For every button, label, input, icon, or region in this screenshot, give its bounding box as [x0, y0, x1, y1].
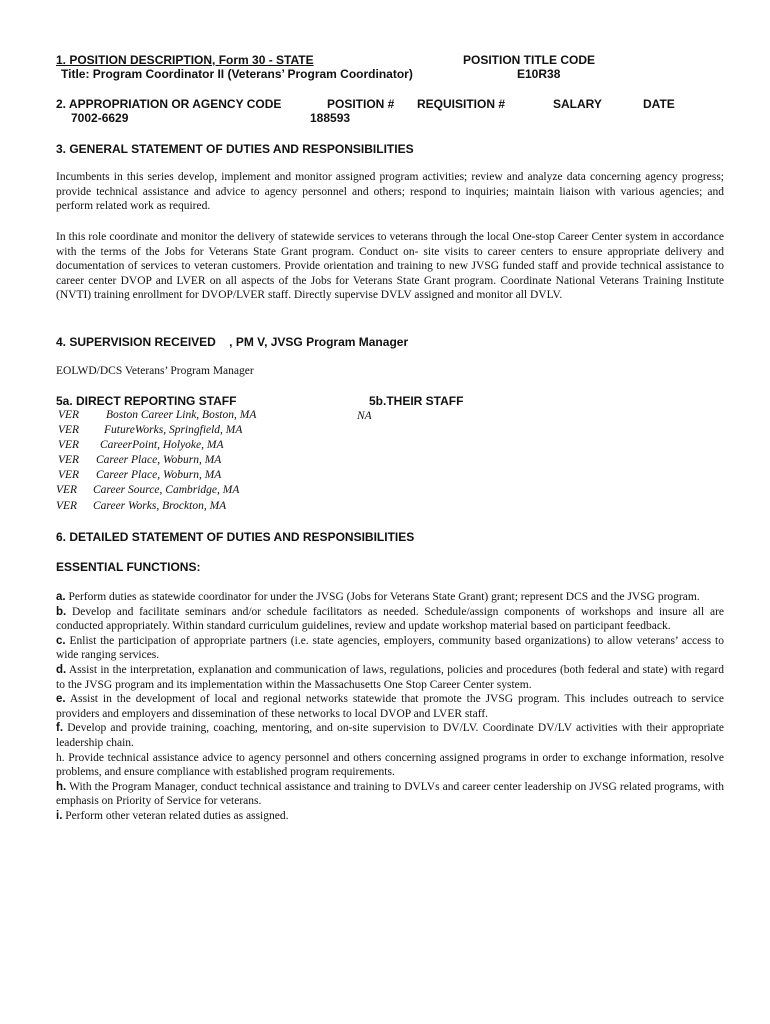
function-letter: d. — [56, 663, 67, 676]
staff-code: VER — [58, 439, 80, 451]
section5a-heading: 5a. DIRECT REPORTING STAFF — [56, 394, 237, 408]
function-text: With the Program Manager, conduct technical assistance and training to DVLVs and career center leadership on JVSG related programs, with emphasis on Priority of Service for veterans. — [56, 780, 724, 808]
section4-text: EOLWD/DCS Veterans’ Program Manager — [56, 365, 254, 377]
staff-code: VER — [58, 409, 80, 421]
staff-row — [58, 469, 222, 481]
staff-row — [58, 454, 222, 466]
staff-row — [56, 500, 227, 512]
function-item — [56, 605, 724, 634]
function-item — [56, 751, 724, 780]
section3-heading: 3. GENERAL STATEMENT OF DUTIES AND RESPONSIBILITIES — [56, 142, 414, 156]
function-text: Perform duties as statewide coordinator for under the JVSG (Jobs for Veterans State Grant) grant; represent DCS and the JVSG program. — [65, 591, 700, 603]
function-text: h. Provide technical assistance advice to agency personnel and others concerning assigned programs in order to exchange information, resolve problems, and ensure compliance with established program requirements. — [56, 751, 724, 779]
staff-code: VER — [58, 424, 80, 436]
function-item — [56, 634, 724, 663]
staff-location: Career Place, Woburn, MA — [96, 469, 222, 481]
essential-functions-heading: ESSENTIAL FUNCTIONS: — [56, 560, 201, 574]
date-label: DATE — [643, 97, 675, 111]
staff-location: Career Works, Brockton, MA — [93, 500, 227, 512]
staff-location: CareerPoint, Holyoke, MA — [100, 439, 224, 451]
position-title-code-value: E10R38 — [517, 67, 561, 81]
salary-label: SALARY — [553, 97, 602, 111]
function-item — [56, 692, 724, 721]
function-text: Develop and facilitate seminars and/or schedule facilitators as needed. Schedule/assign components of workshops and insure all are conducted appropriately. Within standard curriculum guidelines, review and update workshop material based on participant feedback. — [56, 605, 724, 633]
position-number-value: 188593 — [310, 111, 351, 125]
function-item — [56, 590, 724, 605]
function-item — [56, 780, 724, 809]
position-description-heading: 1. POSITION DESCRIPTION, Form 30 - STATE — [56, 53, 314, 67]
function-item — [56, 721, 724, 750]
staff-row — [58, 409, 257, 421]
position-title-line: Title: Program Coordinator II (Veterans’ Program Coordinator) — [61, 67, 413, 81]
staff-code: VER — [58, 454, 80, 466]
function-text: Perform other veteran related duties as assigned. — [62, 809, 289, 822]
staff-location: Boston Career Link, Boston, MA — [106, 409, 257, 421]
section5b-heading: 5b.THEIR STAFF — [369, 394, 464, 408]
section4-heading: 4. SUPERVISION RECEIVED , PM V, JVSG Program Manager — [56, 335, 409, 349]
position-number-label: POSITION # — [327, 97, 395, 111]
function-letter: f. — [56, 722, 64, 735]
staff-location: Career Place, Woburn, MA — [96, 454, 222, 466]
section3-paragraph-2: In this role coordinate and monitor the delivery of statewide services to veterans through the local One-stop Career Center system in accordance with the terms of the Jobs for Veterans State Grant program. Conduct on- site visits to career centers to ensure appropriate delivery and documentation of services to veteran customers. Provide orientation and training to new JVSG funded staff and provide technical assistance to career center DVOP and LVER on all aspects of the Jobs for Veterans State Grant program. Coordinate National Veterans Training Institute (NVTI) training enrollment for DVOP/LVER staff. Directly supervise DVLV assigned and monitor all DVLV. — [56, 231, 724, 302]
function-letter: e. — [56, 693, 66, 706]
position-title-code-label: POSITION TITLE CODE — [463, 53, 596, 67]
appropriation-value: 7002-6629 — [71, 111, 129, 125]
section6-heading: 6. DETAILED STATEMENT OF DUTIES AND RESPONSIBILITIES — [56, 530, 415, 544]
section5b-value: NA — [357, 410, 372, 422]
function-letter: b. — [56, 605, 67, 618]
requisition-label: REQUISITION # — [417, 97, 506, 111]
function-text: Assist in the interpretation, explanation and communication of laws, regulations, policies and procedures (both federal and state) with regard to the JVSG program and its implementation within the Massachusetts One Stop Career Center system. — [56, 663, 724, 691]
staff-code: VER — [56, 484, 78, 496]
function-text: Assist in the development of local and regional networks statewide that promote the JVSG program. This includes outreach to service providers and employers and dissemination of these networks to local DVOP and LVER staff. — [56, 693, 724, 720]
section3-paragraph-1: Incumbents in this series develop, implement and monitor assigned program activities; review and analyze data concerning agency progress; provide technical assistance and advice to agency personnel and others; respond to inquiries; maintain liaison with various agencies; and perform related work as required. — [56, 171, 724, 213]
function-letter: a. — [56, 591, 66, 603]
function-text: Develop and provide training, coaching, mentoring, and on-site supervision to DV/LV. Coordinate DV/LV activities with their appropriate leadership chain. — [56, 722, 724, 749]
function-letter: i. — [56, 809, 63, 822]
function-text: Enlist the participation of appropriate partners (i.e. state agencies, employers, community based organizations) to allow veterans’ access to wide ranging services. — [56, 634, 724, 662]
staff-location: FutureWorks, Springfield, MA — [104, 424, 243, 436]
staff-code: VER — [56, 500, 78, 512]
staff-row — [58, 424, 243, 436]
essential-functions-list — [56, 590, 724, 824]
function-item — [56, 663, 724, 692]
function-item — [56, 809, 724, 824]
staff-row — [58, 439, 224, 451]
staff-code: VER — [58, 469, 80, 481]
staff-location: Career Source, Cambridge, MA — [93, 484, 240, 496]
staff-row — [56, 484, 240, 496]
function-letter: h. — [56, 780, 67, 793]
appropriation-label: 2. APPROPRIATION OR AGENCY CODE — [56, 97, 282, 111]
function-letter: c. — [56, 634, 66, 647]
